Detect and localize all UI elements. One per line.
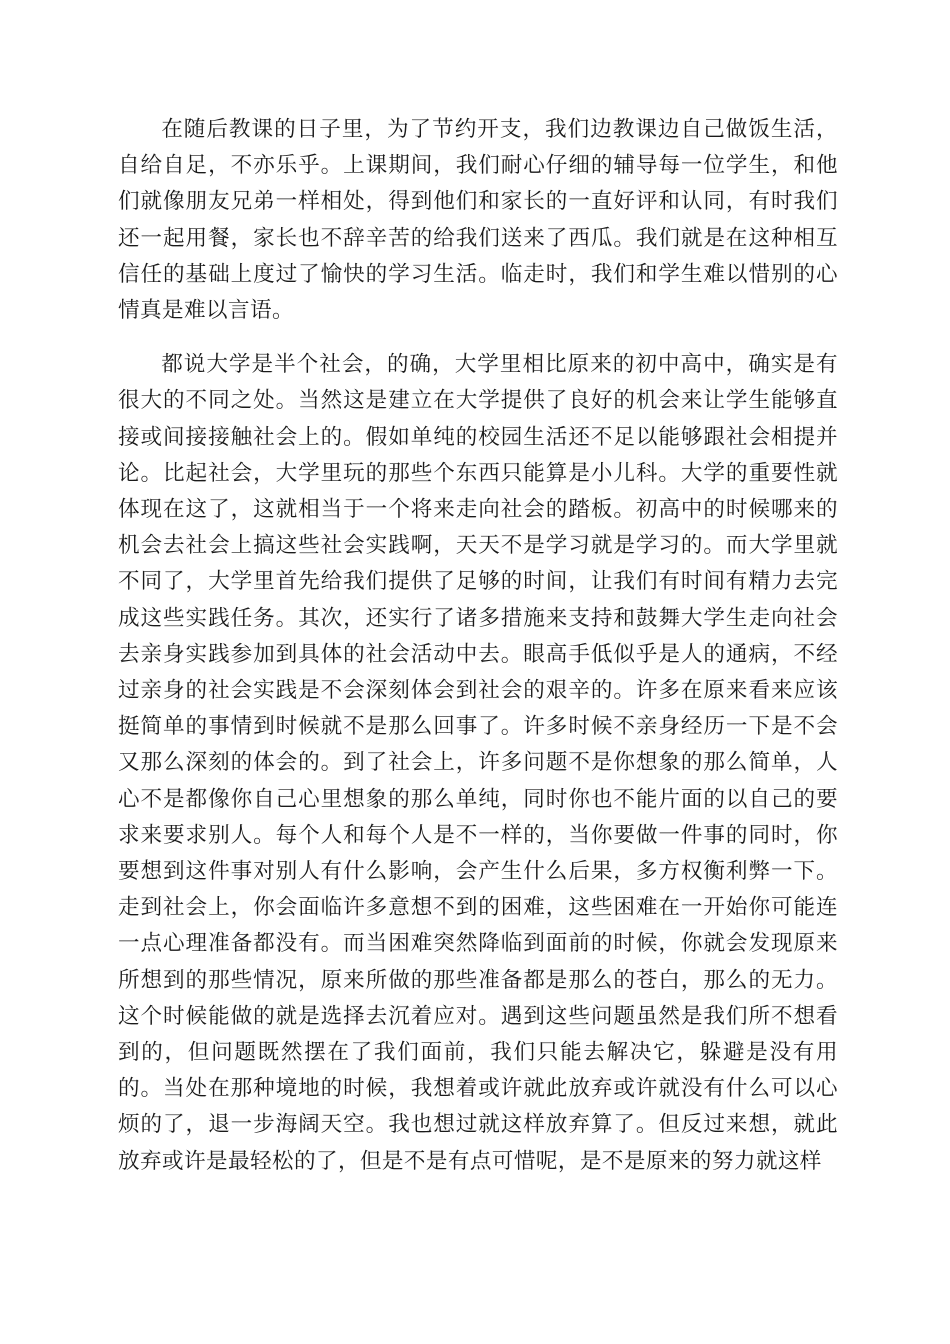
paragraph-1: 在随后教课的日子里，为了节约开支，我们边教课边自己做饭生活，自给自足，不亦乐乎。上课期间，我们耐心仔细的辅导每一位学生，和他们就像朋友兄弟一样相处，得到他们和家长的一直好评和认同，有时我们还一起用餐，家长也不辞辛苦的给我们送来了西瓜。我们就是在这种相互信任的基础上度过了愉快的学习生活。临走时，我们和学生难以惜别的心情真是难以言语。 — [118, 117, 838, 324]
paragraph-2: 都说大学是半个社会，的确，大学里相比原来的初中高中，确实是有很大的不同之处。当然这是建立在大学提供了良好的机会来让学生能够直接或间接接触社会上的。假如单纯的校园生活还不足以能够跟社会相提并论。比起社会，大学里玩的那些个东西只能算是小儿科。大学的重要性就体现在这了，这就相当于一个将来走向社会的踏板。初高中的时候哪来的机会去社会上搞这些社会实践啊，天天不是学习就是学习的。而大学里就不同了，大学里首先给我们提供了足够的时间，让我们有时间有精力去完成这些实践任务。其次，还实行了诸多措施来支持和鼓舞大学生走向社会去亲身实践参加到具体的社会活动中去。眼高手低似乎是人的通病，不经过亲身的社会实践是不会深刻体会到社会的艰辛的。许多在原来看来应该挺简单的事情到时候就不是那么回事了。许多时候不亲身经历一下是不会又那么深刻的体会的。到了社会上，许多问题不是你想象的那么简单，人心不是都像你自己心里想象的那么单纯，同时你也不能片面的以自己的要求来要求别人。每个人和每个人是不一样的，当你要做一件事的同时，你要想到这件事对别人有什么影响，会产生什么后果，多方权衡利弊一下。走到社会上，你会面临许多意想不到的困难，这些困难在一开始你可能连一点心理准备都没有。而当困难突然降临到面前的时候，你就会发现原来所想到的那些情况，原来所做的那些准备都是那么的苍白，那么的无力。这个时候能做的就是选择去沉着应对。遇到这些问题虽然是我们所不想看到的，但问题既然摆在了我们面前，我们只能去解决它，躲避是没有用的。当处在那种境地的时候，我想着或许就此放弃或许就没有什么可以心烦的了，退一步海阔天空。我也想过就这样放弃算了。但反过来想，就此放弃或许是最轻松的了，但是不是有点可惜呢，是不是原来的努力就这样 — [118, 352, 838, 1174]
document-body — [118, 112, 838, 1180]
